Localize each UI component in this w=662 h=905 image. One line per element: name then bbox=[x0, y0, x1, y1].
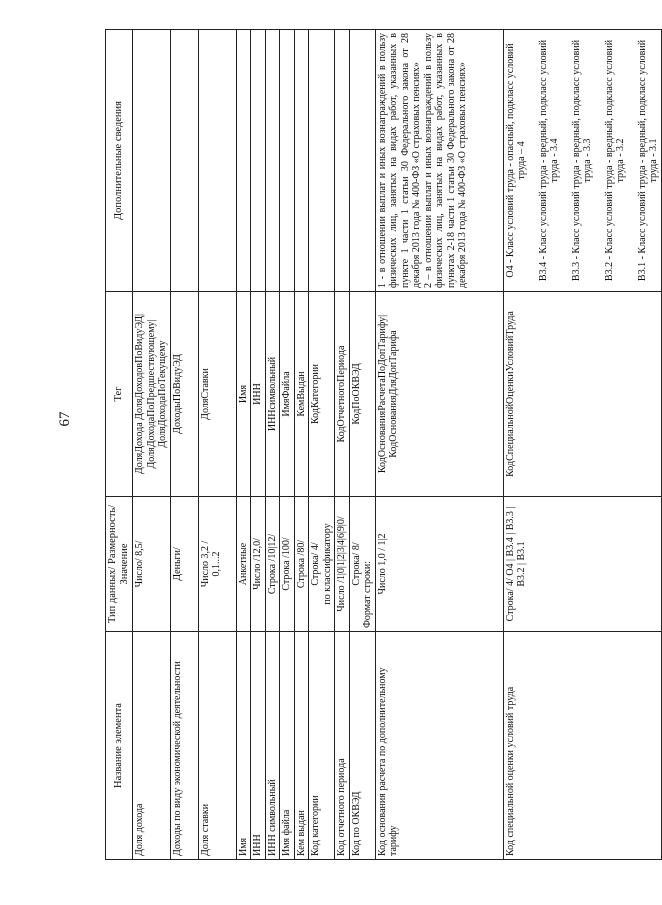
table-row bbox=[280, 30, 295, 860]
header-additional-info: Дополнительные сведения bbox=[106, 30, 133, 292]
cell-info bbox=[503, 30, 661, 292]
paragraph-spacer bbox=[561, 33, 571, 288]
cell-tag: КодКатегории bbox=[309, 292, 335, 497]
cell-tag: ИНН bbox=[251, 292, 266, 497]
cell-tag: Имя bbox=[236, 292, 251, 497]
cell-info bbox=[265, 30, 280, 292]
cell-name: Доля дохода bbox=[133, 632, 171, 860]
cell-type: Число/ 8,5/ bbox=[133, 497, 171, 632]
cell-type: Строка /10|12/ bbox=[265, 497, 280, 632]
cell-type-range: 0,1...2 bbox=[211, 551, 223, 577]
cell-type: Число 1,0 / 1|2 bbox=[375, 497, 503, 632]
cell-type: Число /12,0/ bbox=[251, 497, 266, 632]
cell-info bbox=[375, 30, 503, 292]
table-row bbox=[251, 30, 266, 860]
info-paragraph: 1 - в отношении выплат и иных вознаграждений в пользу физических лиц, занятых на видах работ, указанных в пункте 1 части 1 статьи 30 Федерального закона от 28 декабря 2013 года № 400-ФЗ «О страховых пенсиях» bbox=[376, 33, 423, 288]
cell-type: Деньги/ bbox=[170, 497, 198, 632]
table-row bbox=[309, 30, 335, 860]
info-paragraph: В3.2 - Класс условий труда - вредный, подкласс условий труда - 3.2 bbox=[603, 39, 627, 282]
page-number: 67 bbox=[57, 411, 73, 427]
cell-type bbox=[309, 497, 335, 632]
cell-type-line: Строка/ 8/ bbox=[350, 542, 362, 586]
info-paragraph: О4 - Класс условий труда - опасный, подкласс условий труда – 4 bbox=[504, 43, 528, 278]
info-paragraph: 2 – в отношении выплат и иных вознаграждений в пользу физических лиц, занятых на видах работ, указанных в пунктах 2-18 части 1 статьи 30 Федерального закона от 28 декабря 2013 года № 400-ФЗ «О страховых пенсиях» bbox=[422, 33, 469, 288]
cell-tag: КодСпециальнойОценкиУсловийТруда bbox=[503, 292, 661, 497]
cell-tag: КодПоОКВЭД bbox=[349, 292, 375, 497]
cell-tag: КодОтчетногоПериода bbox=[335, 292, 350, 497]
table-row bbox=[335, 30, 350, 860]
table-row bbox=[133, 30, 171, 860]
cell-info bbox=[133, 30, 171, 292]
cell-info bbox=[309, 30, 335, 292]
paragraph-spacer bbox=[627, 33, 637, 288]
cell-tag: КодОснованияРасчетаПоДопТарифу| КодОснованияДляДопТарифа bbox=[375, 292, 503, 497]
table-row bbox=[198, 30, 236, 860]
cell-tag: ИмяФайла bbox=[280, 292, 295, 497]
table-row bbox=[294, 30, 309, 860]
cell-name: Код специальной оценки условий труда bbox=[503, 632, 661, 860]
table-row bbox=[375, 30, 503, 860]
table-row bbox=[349, 30, 375, 860]
cell-type bbox=[349, 497, 375, 632]
cell-tag: ДоходыПоВидуЭД bbox=[170, 292, 198, 497]
cell-tag: ДоляСтавки bbox=[198, 292, 236, 497]
cell-info bbox=[294, 30, 309, 292]
data-elements-table bbox=[105, 29, 662, 860]
cell-name: Доходы по виду экономической деятельности bbox=[170, 632, 198, 860]
table-row bbox=[503, 30, 661, 860]
cell-name: Код основания расчета по дополнительному тарифу bbox=[375, 632, 503, 860]
paragraph-spacer bbox=[594, 33, 604, 288]
header-data-type: Тип данных/ Размерность/ Значение bbox=[106, 497, 133, 632]
info-paragraph: В3.4 - Класс условий труда - вредный, подкласс условий труда - 3.4 bbox=[537, 39, 561, 282]
info-paragraph: В3.1 - Класс условий труда - вредный, подкласс условий труда - 3.1 bbox=[636, 39, 660, 282]
cell-name: ИНН bbox=[251, 632, 266, 860]
cell-info bbox=[280, 30, 295, 292]
paragraph-spacer bbox=[528, 33, 538, 288]
header-tag: Тег bbox=[106, 292, 133, 497]
cell-type: Строка/ 4/ О4 | В3.4 | В3.3 | В3.2 | В3.1 bbox=[503, 497, 661, 632]
cell-tag: ДоляДохода ДоляДоходовПоВидуЭД| ДоляДоходаПоПредшествующему| ДоляДоходаПоТекущему bbox=[133, 292, 171, 497]
header-element-name: Название элемента bbox=[106, 632, 133, 860]
cell-name: Имя файла bbox=[280, 632, 295, 860]
table-row bbox=[265, 30, 280, 860]
cell-type: Строка /80/ bbox=[294, 497, 309, 632]
cell-name: ИНН символьный bbox=[265, 632, 280, 860]
info-paragraph: В3.3 - Класс условий труда - вредный, подкласс условий труда - 3.3 bbox=[570, 39, 594, 282]
cell-tag: ИННсимвольный bbox=[265, 292, 280, 497]
cell-tag: КемВыдан bbox=[294, 292, 309, 497]
cell-name: Имя bbox=[236, 632, 251, 860]
cell-type-line: Строка/ 4/ bbox=[310, 542, 322, 586]
cell-info bbox=[251, 30, 266, 292]
cell-info bbox=[349, 30, 375, 292]
cell-name: Код отчетного периода bbox=[335, 632, 350, 860]
cell-name: Доля ставки bbox=[198, 632, 236, 860]
table-header-row bbox=[106, 30, 133, 860]
cell-type: Анкетные bbox=[236, 497, 251, 632]
cell-type: Строка /100/ bbox=[280, 497, 295, 632]
rotated-table-wrapper bbox=[105, 30, 660, 860]
cell-type bbox=[198, 497, 236, 632]
cell-type: Число /1|0|1|2|3|4|6|9|0/ bbox=[335, 497, 350, 632]
cell-name: Код по ОКВЭД bbox=[349, 632, 375, 860]
cell-info bbox=[236, 30, 251, 292]
cell-type-line: Число 3,2 / bbox=[199, 540, 211, 588]
cell-type-note: по классификатору bbox=[321, 523, 333, 605]
cell-type-format: Формат строки: bbox=[362, 561, 374, 628]
cell-name: Код категории bbox=[309, 632, 335, 860]
table-row bbox=[236, 30, 251, 860]
cell-info bbox=[198, 30, 236, 292]
table-row bbox=[170, 30, 198, 860]
cell-info bbox=[170, 30, 198, 292]
cell-name: Кем выдан bbox=[294, 632, 309, 860]
cell-info bbox=[335, 30, 350, 292]
